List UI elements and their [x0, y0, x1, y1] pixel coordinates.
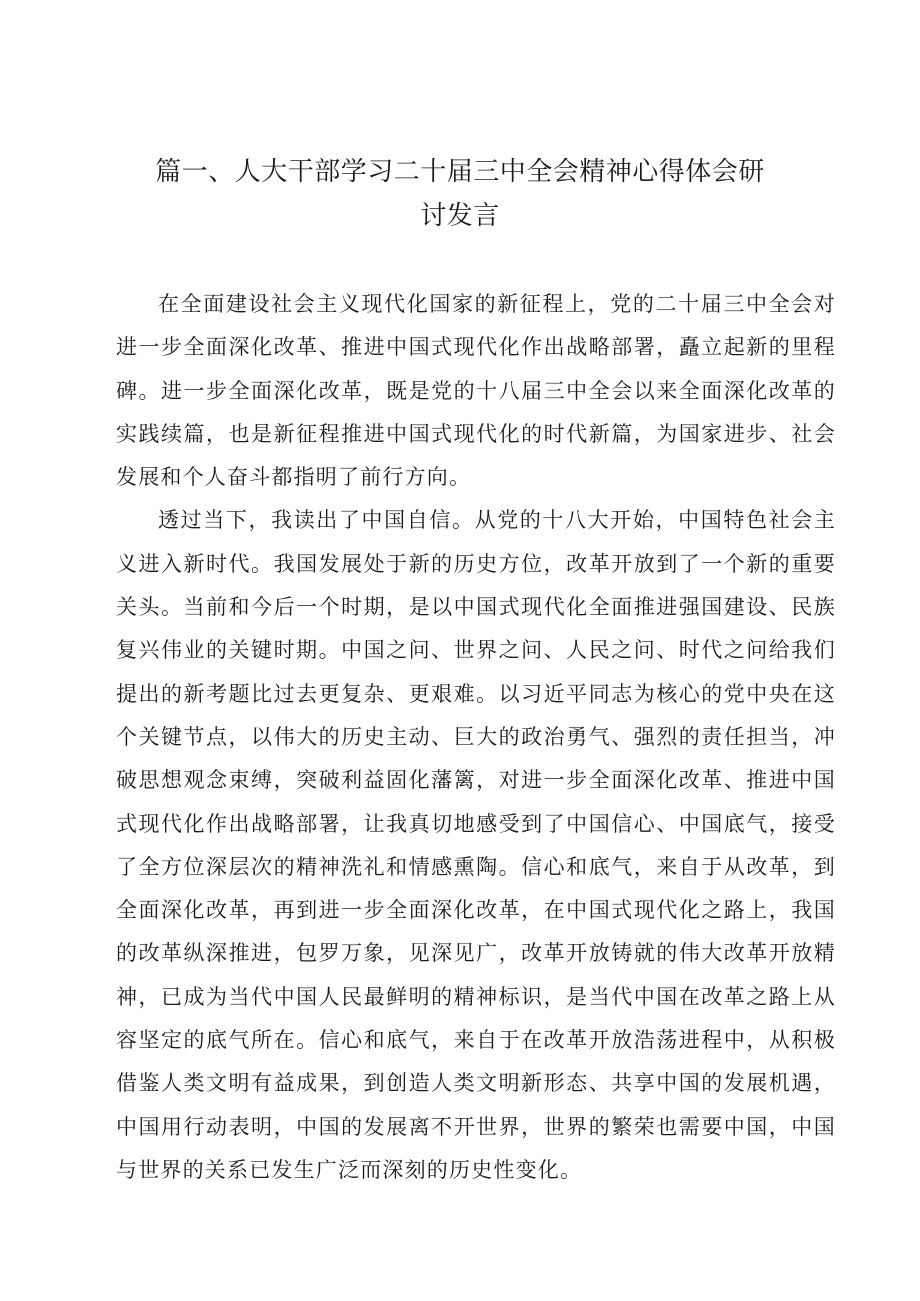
document-body	[116, 283, 836, 1192]
paragraph-1: 在全面建设社会主义现代化国家的新征程上，党的二十届三中全会对进一步全面深化改革、推进中国式现代化作出战略部署，矗立起新的里程碑。进一步全面深化改革，既是党的十八届三中全会以来全面深化改革的实践续篇，也是新征程推进中国式现代化的时代新篇，为国家进步、社会发展和个人奋斗都指明了前行方向。	[116, 292, 836, 490]
paragraph-2: 透过当下，我读出了中国自信。从党的十八大开始，中国特色社会主义进入新时代。我国发展处于新的历史方位，改革开放到了一个新的重要关头。当前和今后一个时期，是以中国式现代化全面推进强国建设、民族复兴伟业的关键时期。中国之问、世界之问、人民之问、时代之问给我们提出的新考题比过去更复杂、更艰难。以习近平同志为核心的党中央在这个关键节点，以伟大的历史主动、巨大的政治勇气、强烈的责任担当，冲破思想观念束缚，突破利益固化藩篱，对进一步全面深化改革、推进中国式现代化作出战略部署，让我真切地感受到了中国信心、中国底气，接受了全方位深层次的精神洗礼和情感熏陶。信心和底气，来自于从改革，到全面深化改革，再到进一步全面深化改革，在中国式现代化之路上，我国的改革纵深推进，包罗万象，见深见广，改革开放铸就的伟大改革开放精神，已成为当代中国人民最鲜明的精神标识，是当代中国在改革之路上从容坚定的底气所在。信心和底气，来自于在改革开放浩荡进程中，从积极借鉴人类文明有益成果，到创造人类文明新形态、共享中国的发展机遇，中国用行动表明，中国的发展离不开世界，世界的繁荣也需要中国，中国与世界的关系已发生广泛而深刻的历史性变化。	[116, 508, 836, 1182]
document-title: 篇一、人大干部学习二十届三中全会精神心得体会研讨发言	[155, 157, 765, 231]
